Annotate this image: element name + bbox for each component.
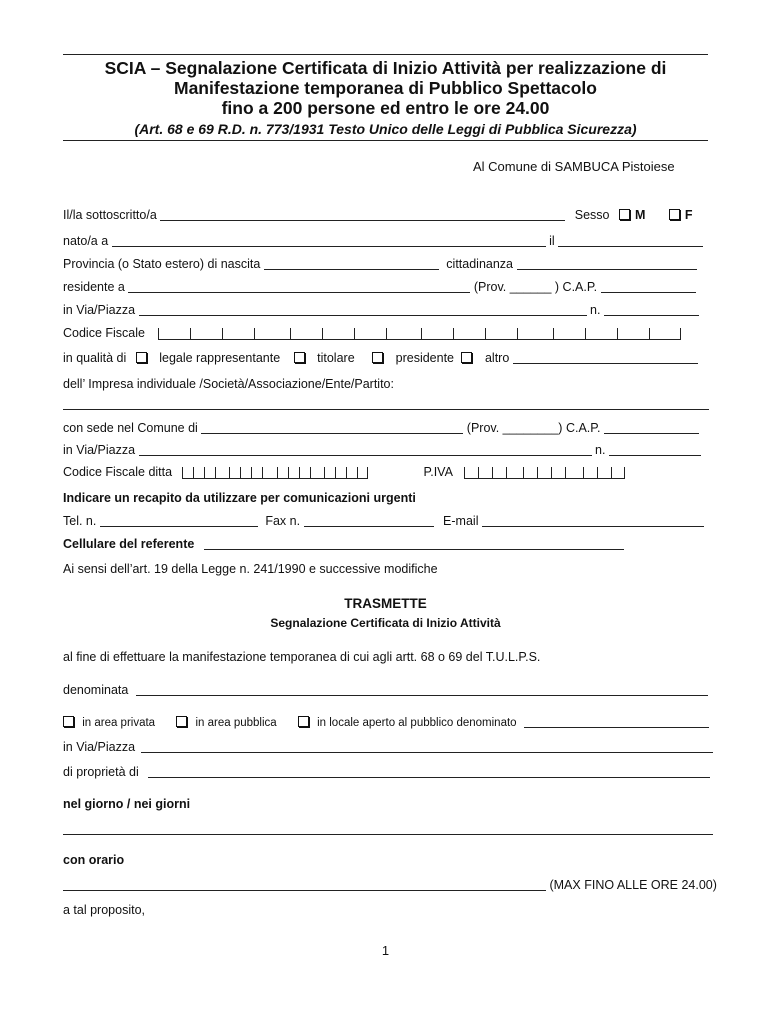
role-row: in qualità di legale rappresentante titolare presidente altro [63, 351, 713, 365]
company-street-row: in Via/Piazza n. [63, 443, 713, 457]
undersigned-row: Il/la sottoscritto/a Sesso M F [63, 208, 693, 222]
subtitle: (Art. 68 e 69 R.D. n. 773/1931 Testo Unico delle Leggi di Pubblica Sicurezza) [134, 121, 637, 137]
hours-heading: con orario [63, 853, 125, 867]
street-row: in Via/Piazza n. [63, 303, 713, 317]
event-street-field[interactable] [141, 740, 713, 753]
days-heading: nel giorno / nei giorni [63, 797, 191, 811]
owner-field[interactable] [148, 765, 710, 778]
residence-row: residente a (Prov. ______ ) C.A.P. [63, 280, 713, 294]
bottom-rule [63, 140, 708, 141]
company-tax-grid[interactable] [182, 467, 368, 479]
sex-f-checkbox[interactable] [669, 209, 680, 220]
addressee: Al Comune di SAMBUCA Pistoiese [473, 159, 675, 174]
role-other-checkbox[interactable] [461, 352, 472, 363]
company-seat-field[interactable] [201, 421, 463, 434]
contacts-heading: Indicare un recapito da utilizzare per comunicazioni urgenti [63, 491, 416, 505]
title-line-3: fino a 200 persone ed entro le ore 24.00 [221, 98, 550, 118]
tel-field[interactable] [100, 514, 258, 527]
role-president-checkbox[interactable] [372, 352, 383, 363]
tax-code-row: Codice Fiscale [63, 326, 713, 340]
birth-row: nato/a a il [63, 234, 713, 248]
public-area-checkbox[interactable] [176, 716, 187, 727]
birth-province-field[interactable] [264, 257, 439, 270]
transmit-heading: TRASMETTE [344, 596, 427, 611]
transmit-subheading: Segnalazione Certificata di Inizio Attività [270, 616, 501, 630]
birthplace-field[interactable] [112, 234, 546, 247]
title-line-1: SCIA – Segnalazione Certificata di Inizio Attività per realizzazione di [104, 58, 667, 78]
citizenship-field[interactable] [517, 257, 697, 270]
contacts-row: Tel. n. Fax n. E-mail [63, 514, 713, 528]
company-number-field[interactable] [609, 443, 701, 456]
top-rule [63, 54, 708, 55]
vat-grid[interactable] [464, 467, 625, 479]
company-label: dell’ Impresa individuale /Società/Associazione/Ente/Partito: [63, 377, 394, 391]
owner-row: di proprietà di [63, 765, 713, 779]
public-venue-field[interactable] [524, 715, 709, 728]
company-cap-field[interactable] [604, 421, 699, 434]
public-venue-checkbox[interactable] [298, 716, 309, 727]
residence-cap-field[interactable] [601, 280, 696, 293]
closing-phrase: a tal proposito, [63, 903, 145, 917]
fax-field[interactable] [304, 514, 434, 527]
company-street-field[interactable] [139, 443, 592, 456]
event-name-field[interactable] [136, 683, 708, 696]
name-field[interactable] [160, 208, 565, 221]
province-row: Provincia (o Stato estero) di nascita cittadinanza [63, 257, 713, 271]
tax-code-grid[interactable] [158, 328, 680, 340]
birthdate-field[interactable] [558, 234, 703, 247]
company-name-field[interactable] [63, 397, 709, 410]
mobile-row: Cellulare del referente [63, 537, 713, 551]
role-other-field[interactable] [513, 351, 698, 364]
venue-row: in area privata in area pubblica in locale aperto al pubblico denominato [63, 715, 713, 729]
hours-field[interactable] [63, 878, 546, 891]
title-line-2: Manifestazione temporanea di Pubblico Spettacolo [174, 78, 597, 98]
company-seat-row: con sede nel Comune di (Prov. ________) C.A.P. [63, 421, 713, 435]
email-field[interactable] [482, 514, 704, 527]
hours-row: (MAX FINO ALLE ORE 24.00) [63, 878, 713, 892]
page-number: 1 [381, 943, 390, 958]
event-purpose: al fine di effettuare la manifestazione temporanea di cui agli artt. 68 o 69 del T.U.L.P.S. [63, 650, 541, 664]
sex-m-checkbox[interactable] [619, 209, 630, 220]
role-owner-checkbox[interactable] [294, 352, 305, 363]
days-field[interactable] [63, 822, 713, 835]
law-reference: Ai sensi dell’art. 19 della Legge n. 241/1990 e successive modifiche [63, 562, 438, 576]
event-name-row: denominata [63, 683, 713, 697]
role-legal-checkbox[interactable] [136, 352, 147, 363]
mobile-field[interactable] [204, 537, 624, 550]
private-area-checkbox[interactable] [63, 716, 74, 727]
street-field[interactable] [139, 303, 587, 316]
residence-field[interactable] [128, 280, 470, 293]
street-number-field[interactable] [604, 303, 699, 316]
company-tax-row: Codice Fiscale ditta P.IVA [63, 465, 713, 479]
event-street-row: in Via/Piazza [63, 740, 713, 754]
